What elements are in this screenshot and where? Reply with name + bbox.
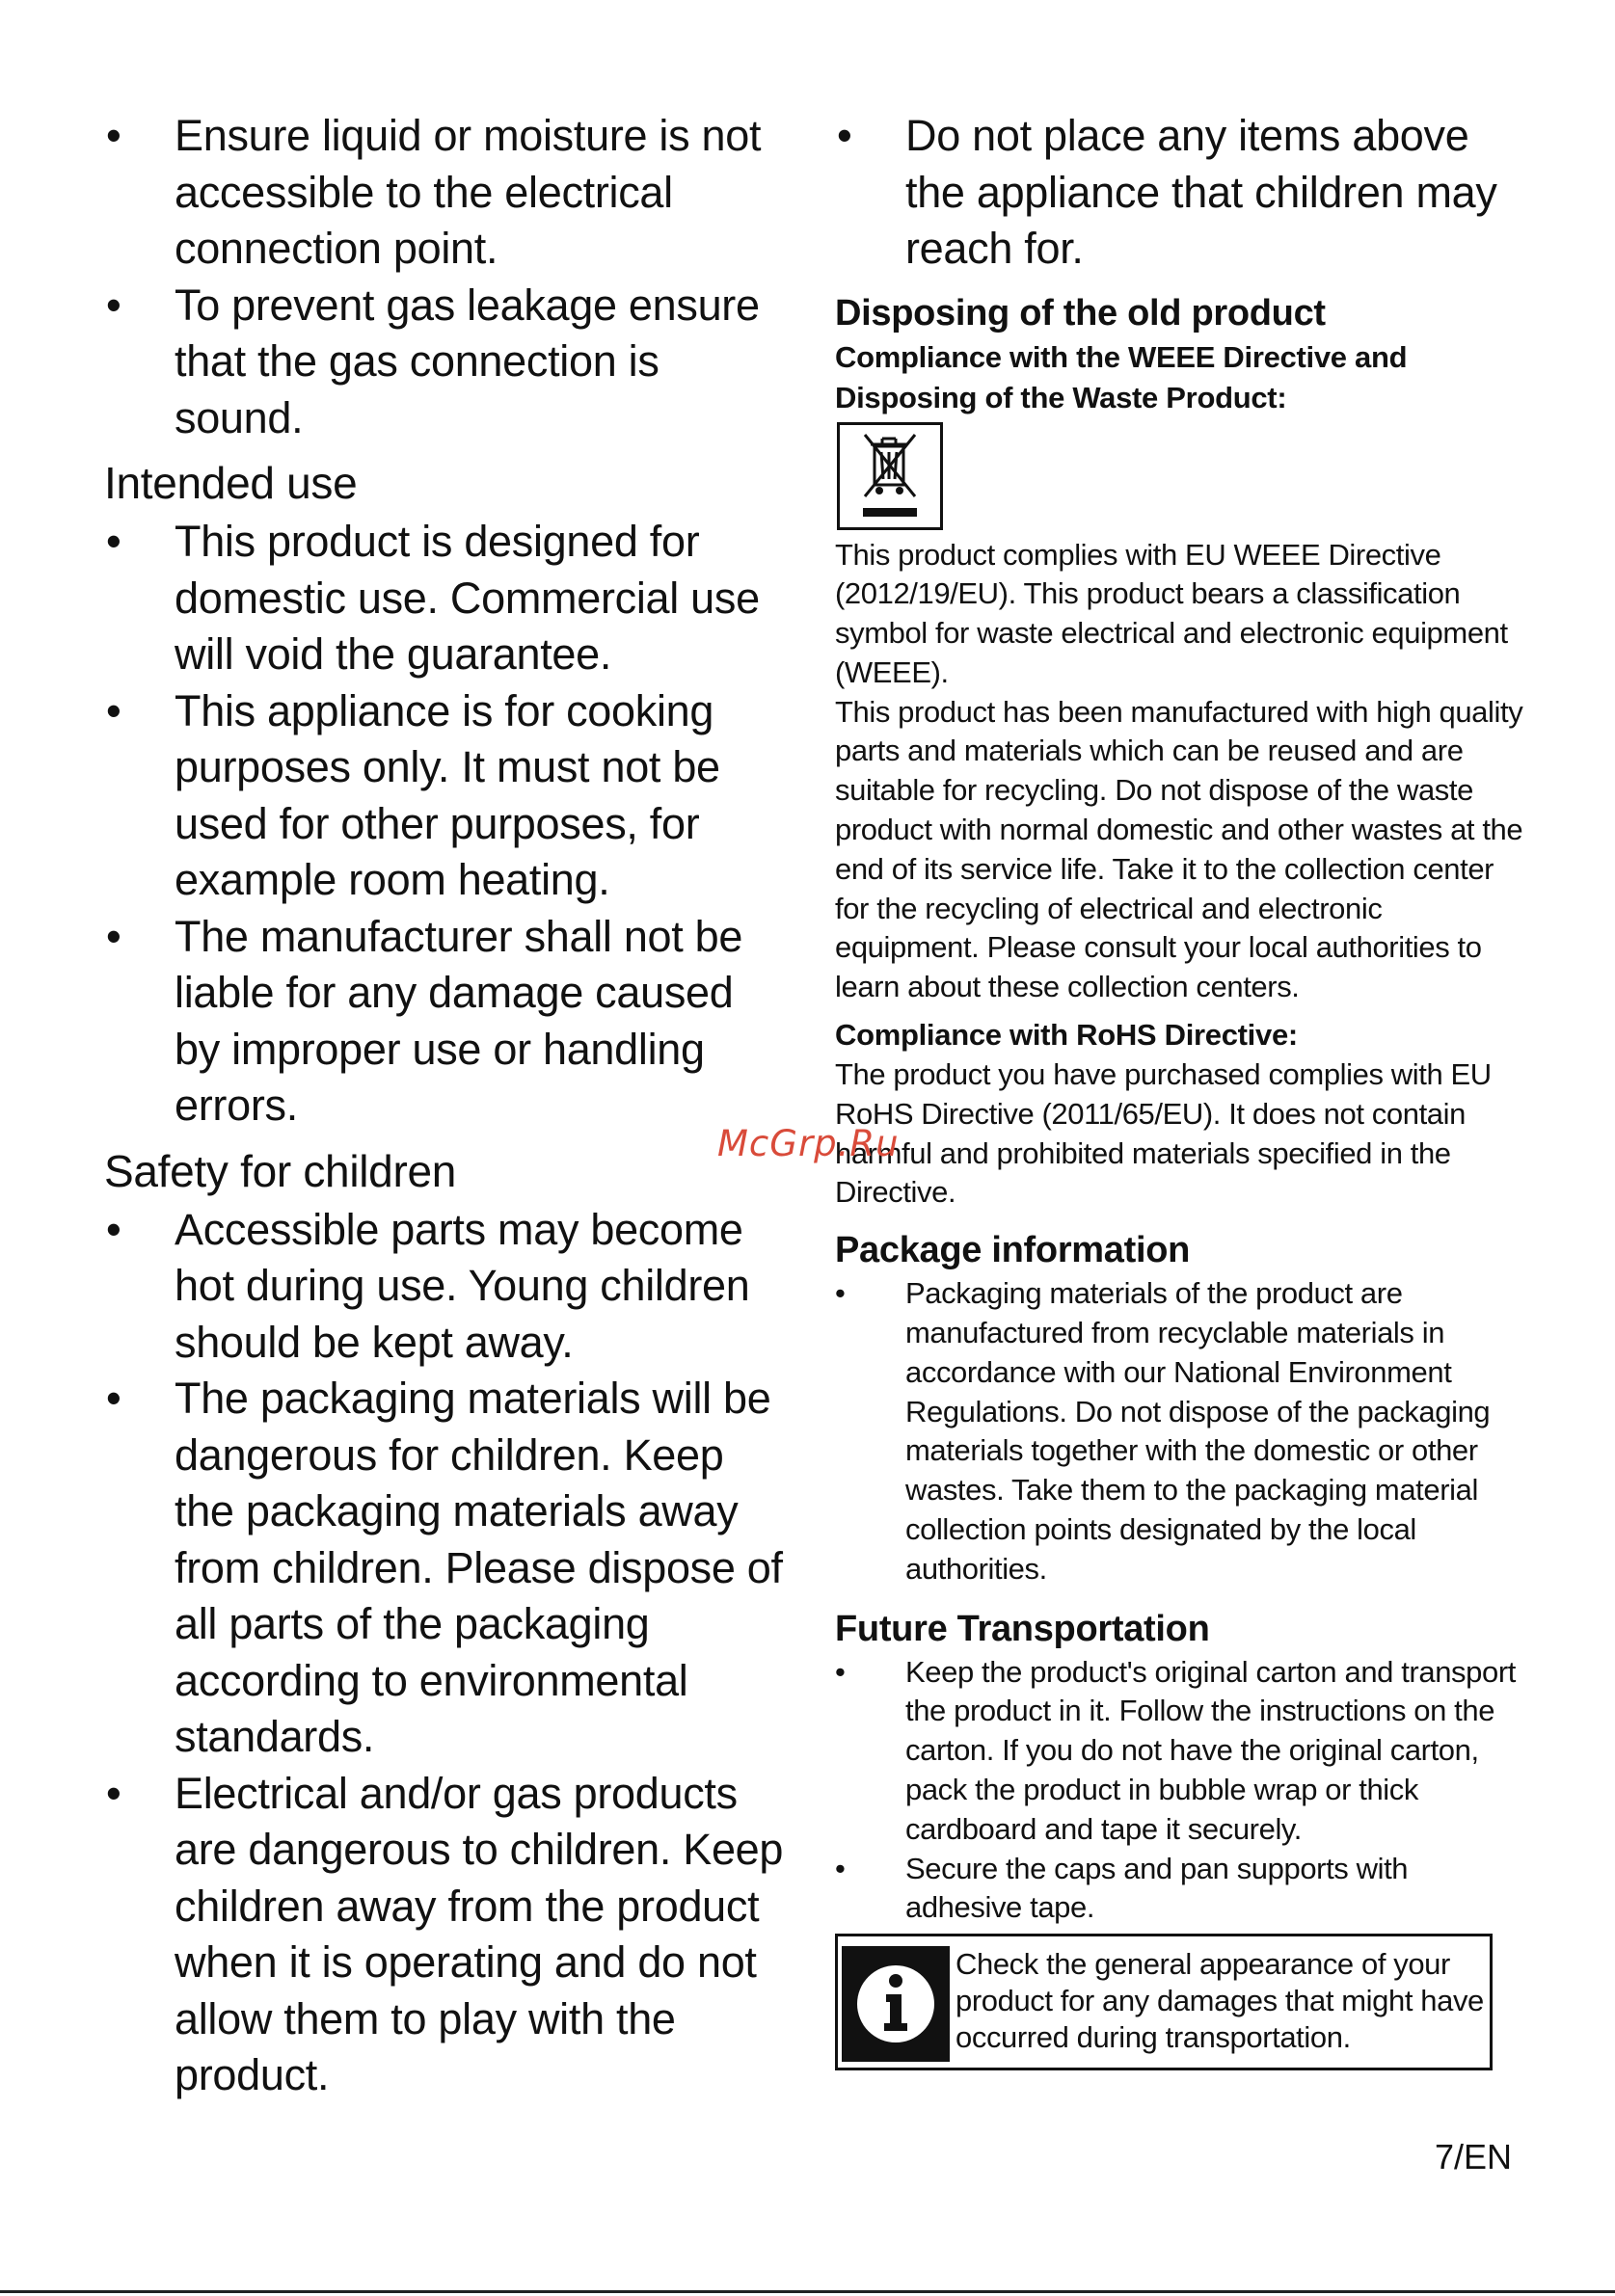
bullet-original-carton: • Keep the product's original carton and transport the product in it. Follow the instructions on the carton. If you do not have the original carton, pack the product in bubble wrap or thick cardboard and tape it securely. xyxy=(835,1653,1523,1850)
watermark: McGrp.Ru xyxy=(717,1123,900,1164)
left-column xyxy=(104,108,789,2104)
bullet-domestic-use: • This product is designed for domestic use. Commercial use will void the guarantee. xyxy=(104,514,789,683)
heading-safety-children: Safety for children xyxy=(104,1145,457,1196)
heading-rohs: Compliance with RoHS Directive: xyxy=(835,1018,1298,1053)
bullet-items-above: • Do not place any items above the appliance that children may reach for. xyxy=(835,108,1523,278)
heading-disposing: Disposing of the old product xyxy=(835,292,1326,334)
bullet-secure-caps: • Secure the caps and pan supports with adhesive tape. xyxy=(835,1850,1523,1929)
heading-intended-use: Intended use xyxy=(104,458,358,508)
bullet-hot-parts: • Accessible parts may become hot during use. Young children should be kept away. xyxy=(104,1202,789,1372)
heading-package: Package information xyxy=(835,1230,1191,1271)
bullet-moisture: • Ensure liquid or moisture is not accessible to the electrical connection point. xyxy=(104,108,789,278)
rohs-paragraph: The product you have purchased complies with EU RoHS Directive (2011/65/EU). It does not contain harmful and prohibited materials specified in the Directive. xyxy=(835,1057,1492,1210)
heading-weee: Compliance with the WEEE Directive and Disposing of the Waste Product: xyxy=(835,339,1408,414)
crossed-out-wheelie-bin-icon xyxy=(837,422,943,530)
bullet-packaging-materials: • Packaging materials of the product are manufactured from recyclable materials in accordance with our National Environment Regulations. Do not dispose of the packaging materials together with the domestic or other wastes. Take them to the packaging material collection points designated by the local authorities. xyxy=(835,1274,1523,1589)
weee-paragraph-1: This product complies with EU WEEE Directive (2012/19/EU). This product bears a classification symbol for waste electrical and electronic equipment (WEEE). xyxy=(835,537,1508,689)
bullet-cooking-only: • This appliance is for cooking purposes only. It must not be used for other purposes, for example room heating. xyxy=(104,683,789,909)
bullet-electrical-gas-danger: • Electrical and/or gas products are dangerous to children. Keep children away from the product when it is operating and do not allow them to play with the product. xyxy=(104,1766,789,2104)
bullet-packaging-danger: • The packaging materials will be dangerous for children. Keep the packaging materials away from children. Please dispose of all parts of the packaging according to environmental standards. xyxy=(104,1371,789,1766)
bottom-rule xyxy=(0,2290,1615,2293)
right-column xyxy=(835,108,1523,2070)
info-note-box xyxy=(835,1934,1493,2070)
page-number: 7/EN xyxy=(1434,2137,1512,2176)
bullet-manufacturer-liability: • The manufacturer shall not be liable for any damage caused by improper use or handling errors. xyxy=(104,909,789,1135)
info-note-text: Check the general appearance of your product for any damages that might have occurred during transportation. xyxy=(956,1947,1484,2055)
bullet-gas-leakage: • To prevent gas leakage ensure that the gas connection is sound. xyxy=(104,278,789,447)
heading-transportation: Future Transportation xyxy=(835,1608,1210,1649)
info-icon xyxy=(842,1946,950,2062)
weee-paragraph-2: This product has been manufactured with high quality parts and materials which can be reused and are suitable for recycling. Do not dispose of the waste product with normal domestic and other wastes at the end of its service life. Take it to the collection center for the recycling of electrical and electronic equipment. Please consult your local authorities to learn about these collection centers. xyxy=(835,694,1523,1004)
